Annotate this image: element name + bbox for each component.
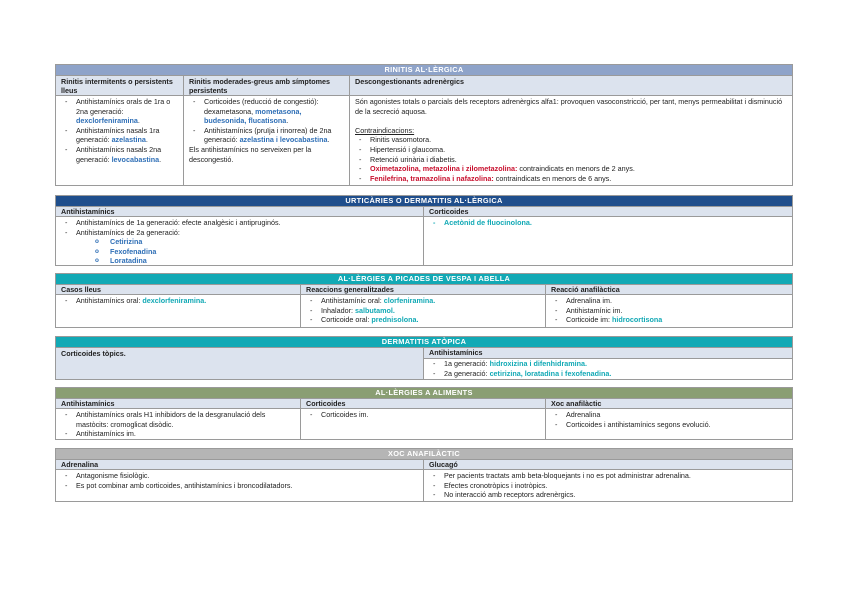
column-header: Adrenalina bbox=[56, 460, 424, 470]
vespa-section bbox=[55, 273, 793, 328]
drug-name: o Loratadina bbox=[95, 256, 418, 266]
column-header: Antihistamínics bbox=[424, 348, 792, 359]
list-item: - Antihistamínics oral: dexclorfeniramina. bbox=[61, 296, 295, 306]
content-row bbox=[56, 217, 792, 265]
drug-name: clorfeniramina. bbox=[383, 296, 436, 305]
rinitis-section bbox=[55, 64, 793, 186]
column-header: Rinitis intermitents o persistents lleus bbox=[56, 76, 184, 96]
list-item: - Antihistamínics de 2a generació: bbox=[61, 228, 418, 238]
list-item: - Rinitis vasomotora. bbox=[355, 135, 787, 145]
contraindications-title: Contraindicacions: bbox=[355, 125, 415, 135]
rinitis-lleus-cell bbox=[56, 96, 184, 185]
list-item: - Antihistamínics nasals 2na generació: levocabastina. bbox=[61, 145, 178, 164]
list-item: - Antihistamínics orals H1 inhibidors de la desgranulació dels mastòcits: cromoglicat disòdic. bbox=[61, 410, 295, 429]
antihistaminics-cell bbox=[424, 348, 792, 379]
corticoides-cell bbox=[301, 409, 546, 439]
column-header: Antihistamínics bbox=[56, 207, 424, 217]
drug-name: dexclorfeniramina. bbox=[142, 296, 207, 305]
drug-name: mometasona, budesonida, flucatisona bbox=[204, 106, 302, 126]
drug-name: - Acetònid de fluocinolona. bbox=[429, 218, 787, 228]
list-item: - Antihistamínics nasals 1ra generació: azelastina. bbox=[61, 126, 178, 145]
list-item: - Antihistamínic oral: clorfeniramina. bbox=[306, 296, 540, 306]
column-header: Corticoides bbox=[301, 399, 546, 409]
intro-text: Són agonistes totals o parcials dels receptors adrenèrgics alfa1: provoquen vasoconstricció, per tant, menys permeabilitat i disminució de la secreció aquosa. bbox=[355, 97, 783, 116]
drug-name: azelastina bbox=[111, 135, 146, 145]
drug-name: hidrocortisona bbox=[611, 315, 663, 325]
drug-name: salbutamol. bbox=[354, 305, 395, 315]
list-item: - Hipertensió i glaucoma. bbox=[355, 145, 787, 155]
xoc-cell bbox=[546, 409, 792, 439]
header-row bbox=[56, 285, 792, 295]
anafilactica-cell bbox=[546, 295, 792, 327]
section-title: XOC ANAFILÀCTIC bbox=[56, 449, 792, 460]
list-item: - Corticoides (reducció de congestió): dexametasona, mometasona, budesonida, flucatisona. bbox=[189, 97, 344, 126]
list-item: - Corticoide oral: prednisolona. bbox=[306, 315, 540, 325]
section-title: URTICÀRIES O DERMATITIS AL·LÈRGICA bbox=[56, 196, 792, 207]
list-item: - Adrenalina bbox=[551, 410, 787, 420]
drug-name: levocabastina bbox=[111, 154, 160, 164]
atopica-section bbox=[55, 336, 793, 380]
antihistaminics-cell bbox=[56, 217, 424, 265]
header-row bbox=[56, 76, 792, 96]
descongestionants-cell bbox=[350, 96, 792, 185]
corticoides-topics-cell: Corticoides tòpics. bbox=[56, 348, 424, 379]
reaccions-cell bbox=[301, 295, 546, 327]
list-item: - Antihistamínics (pruïja i rinorrea) de 2na generació: azelastina i levocabastina. bbox=[189, 126, 344, 145]
list-item: - Oximetazolina, metazolina i zilometazolina: contraindicats en menors de 2 anys. bbox=[355, 164, 787, 174]
list-item: - Adrenalina im. bbox=[551, 296, 787, 306]
column-header: Descongestionants adrenèrgics bbox=[350, 76, 792, 96]
drug-name: azelastina i levocabastina bbox=[239, 135, 328, 145]
list-item: - Antihistamínics de 1a generació: efecte analgèsic i antipruginós. bbox=[61, 218, 418, 228]
list-item: - Inhalador: salbutamol. bbox=[306, 306, 540, 316]
column-header: Rinitis moderades-greus amb símptomes persistents bbox=[184, 76, 350, 96]
content-row bbox=[56, 295, 792, 327]
warning-drugs: Fenilefrina, tramazolina i nafazolina: bbox=[370, 173, 494, 183]
list-item: - Fenilefrina, tramazolina i nafazolina: contraindicats en menors de 6 anys. bbox=[355, 174, 787, 184]
content-row bbox=[56, 409, 792, 439]
list-item: - Efectes cronotròpics i inotròpics. bbox=[429, 481, 787, 491]
note-text: Els antihistamínics no serveixen per la descongestió. bbox=[189, 144, 312, 164]
list-item: - Antihistamínics im. bbox=[61, 429, 295, 439]
antihistaminics-cell bbox=[56, 409, 301, 439]
glucago-cell bbox=[424, 470, 792, 501]
casos-lleus-cell bbox=[56, 295, 301, 327]
drug-name: o Cetirizina bbox=[95, 237, 418, 247]
column-header: Glucagó bbox=[424, 460, 792, 470]
list-item: - Es pot combinar amb corticoides, antihistamínics i broncodilatadors. bbox=[61, 481, 418, 491]
list-item: - 2a generació: cetirizina, loratadina i fexofenadina. bbox=[429, 369, 787, 379]
header-row bbox=[56, 399, 792, 409]
rinitis-greus-cell bbox=[184, 96, 350, 185]
list-item: - No interacció amb receptors adrenèrgics. bbox=[429, 490, 787, 500]
section-title: AL·LÈRGIES A PICADES DE VESPA I ABELLA bbox=[56, 274, 792, 285]
column-header: Xoc anafilàctic bbox=[546, 399, 792, 409]
aliments-section bbox=[55, 387, 793, 440]
header-row bbox=[56, 460, 792, 470]
list-item: - Corticoide im: hidrocortisona bbox=[551, 315, 787, 325]
header-row bbox=[56, 207, 792, 217]
content-row bbox=[56, 348, 792, 379]
drug-name: cetirizina, loratadina i fexofenadina. bbox=[489, 368, 612, 378]
xoc-section bbox=[55, 448, 793, 502]
list-item: - Corticoides im. bbox=[306, 410, 540, 420]
column-header: Reacció anafilàctica bbox=[546, 285, 792, 295]
list-item: - Retenció urinària i diabetis. bbox=[355, 155, 787, 165]
list-item: - Corticoides i antihistamínics segons evolució. bbox=[551, 420, 787, 430]
list-item: - Per pacients tractats amb beta-bloquejants i no es pot administrar adrenalina. bbox=[429, 471, 787, 481]
list-item: - Antagonisme fisiològic. bbox=[61, 471, 418, 481]
list-item: - Antihistamínics orals de 1ra o 2na generació: dexclorfeniramina. bbox=[61, 97, 178, 126]
corticoides-cell bbox=[424, 217, 792, 265]
column-header: Corticoides bbox=[424, 207, 792, 217]
warning-drugs: Oximetazolina, metazolina i zilometazolina: bbox=[370, 164, 518, 174]
list-item: - 1a generació: hidroxizina i difenhidramina. bbox=[429, 359, 787, 369]
column-header: Reaccions generalitzades bbox=[301, 285, 546, 295]
drug-name: o Fexofenadina bbox=[95, 247, 418, 257]
section-title: RINITIS AL·LÈRGICA bbox=[56, 65, 792, 76]
section-title: AL·LÈRGIES A ALIMENTS bbox=[56, 388, 792, 399]
drug-name: dexclorfeniramina bbox=[76, 116, 138, 126]
column-header: Antihistamínics bbox=[56, 399, 301, 409]
content-row bbox=[56, 96, 792, 185]
drug-name: hidroxizina i difenhidramina. bbox=[489, 359, 588, 368]
drug-name: prednisolona. bbox=[371, 315, 419, 325]
column-header: Casos lleus bbox=[56, 285, 301, 295]
list-item: - Antihistamínic im. bbox=[551, 306, 787, 316]
content-row bbox=[56, 470, 792, 501]
section-title: DERMATITIS ATÒPICA bbox=[56, 337, 792, 348]
urticaries-section bbox=[55, 195, 793, 266]
adrenalina-cell bbox=[56, 470, 424, 501]
